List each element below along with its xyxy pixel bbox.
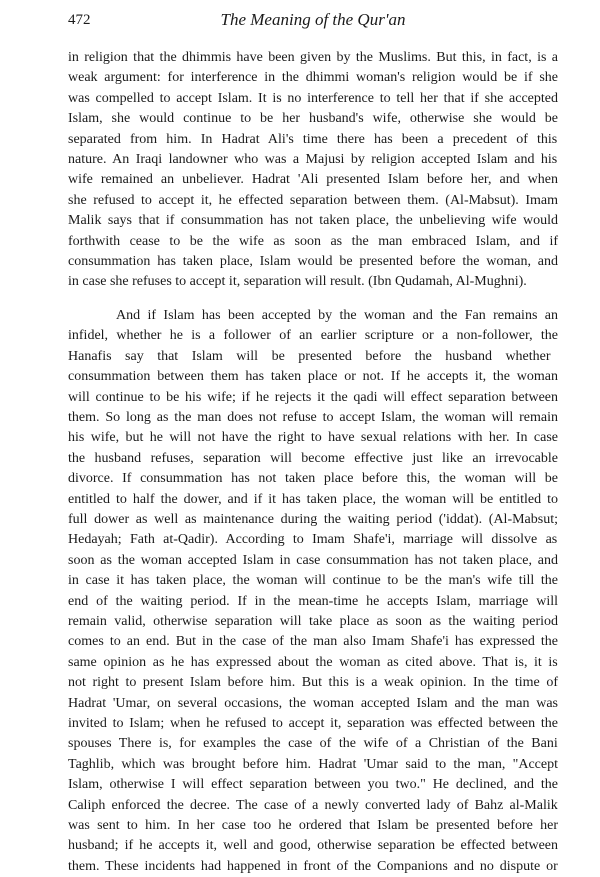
text-line: forthwith cease to be the wife as soon as the man embraced Islam, and if <box>68 233 558 249</box>
text-line: spouses There is, for examples the case of the wife of a Christian of the Bani <box>68 736 558 752</box>
text-line: in case she refuses to accept it, separation will result. (Ibn Qudamah, Al-Mughni). <box>68 274 527 290</box>
page-number: 472 <box>68 12 91 28</box>
text-line: the husband refuses, separation will become effective just like an irrevocable <box>68 450 558 466</box>
text-line: Hedayah; Fath at-Qadir). According to Imam Shafe'i, marriage will dissolve as <box>68 532 558 548</box>
paragraph-gap <box>68 293 558 306</box>
text-line: them. So long as the man does not refuse to accept Islam, the woman will remain <box>68 409 558 425</box>
text-line: divorce. If consummation has not taken place before this, the woman will be <box>68 471 558 487</box>
text-line: was sent to him. In her case too he ordered that Islam be presented before her <box>68 818 558 834</box>
text-line: And if Islam has been accepted by the woman and the Fan remains an <box>116 307 558 323</box>
text-line: entitled to half the dower, and if it has taken place, the woman will be entitled to <box>68 491 558 507</box>
running-title: The Meaning of the Qur'an <box>220 10 406 29</box>
text-line: his wife, but he will not have the right to have sexual relations with her. In case <box>68 430 558 446</box>
text-line: wife remained an unbeliever. Hadrat 'Ali presented Islam before her, and when <box>68 172 558 188</box>
page-header <box>68 10 558 38</box>
text-line: not right to present Islam before him. But this is a weak opinion. In the time of <box>68 675 558 691</box>
text-line: Taghlib, which was brought before him. Hadrat 'Umar said to the man, "Accept <box>68 756 558 772</box>
text-line: will continue to be his wife; if he rejects it the qadi will effect separation between <box>68 389 558 405</box>
body-text <box>68 48 558 877</box>
text-line: husband; if he accepts it, well and good, otherwise separation be effected between <box>68 838 558 854</box>
text-line: infidel, whether he is a follower of an earlier scripture or a non-follower, the <box>68 328 558 344</box>
text-line: Hadrat 'Umar, on several occasions, the woman accepted Islam and the man was <box>68 695 558 711</box>
text-line: in religion that the dhimmis have been given by the Muslims. But this, in fact, is a <box>68 50 558 65</box>
text-line: in case it has taken place, the woman will continue to be the man's wife till the <box>68 573 558 589</box>
text-line: end of the waiting period. If in the mean-time he accepts Islam, marriage will <box>68 593 558 609</box>
text-line: them. These incidents had happened in front of the Companions and no dispute or <box>68 858 558 874</box>
text-line: Malik says that if consummation has not taken place, the unbelieving wife would <box>68 213 558 229</box>
text-line: nature. An Iraqi landowner who was a Majusi by religion accepted Islam and his <box>68 152 558 168</box>
text-line: Islam, otherwise I will effect separation between you two." He declined, and the <box>68 777 558 793</box>
paragraph <box>68 306 558 877</box>
text-line: Islam, she would continue to be her husband's wife, otherwise she would be <box>68 111 558 127</box>
text-line: Caliph enforced the decree. The case of a newly converted lady of Bahz al-Malik <box>68 797 558 813</box>
text-line: weak argument: for interference in the dhimmi woman's religion would be if she <box>68 70 558 86</box>
paragraph <box>68 48 558 293</box>
text-line: was compelled to accept Islam. It is no interference to tell her that if she accepted <box>68 90 558 106</box>
text-line: same opinion as he has expressed about the woman as cited above. That is, it is <box>68 654 558 670</box>
text-line: Hanafis say that Islam will be presented before the husband whether <box>68 348 551 364</box>
text-line: separated from him. In Hadrat Ali's time there has been a precedent of this <box>68 131 558 147</box>
text-line: consummation between them has taken place or not. If he accepts it, the woman <box>68 369 558 385</box>
text-line: soon as the woman accepted Islam in case consummation has not taken place, and <box>68 552 558 568</box>
text-line: full dower as well as maintenance during the waiting period ('iddat). (Al-Mabsut; <box>68 511 558 527</box>
text-line: comes to an end. But in the case of the man also Imam Shafe'i has expressed the <box>68 634 558 650</box>
text-line: invited to Islam; when he refused to accept it, separation was effected between the <box>68 716 558 731</box>
text-line: remain valid, otherwise separation will take place as soon as the waiting period <box>68 613 558 629</box>
text-line: she refused to accept it, he effected separation between them. (Al-Mabsut). Imam <box>68 192 558 208</box>
text-line: consummation has taken place, Islam would be presented before the woman, and <box>68 254 558 270</box>
